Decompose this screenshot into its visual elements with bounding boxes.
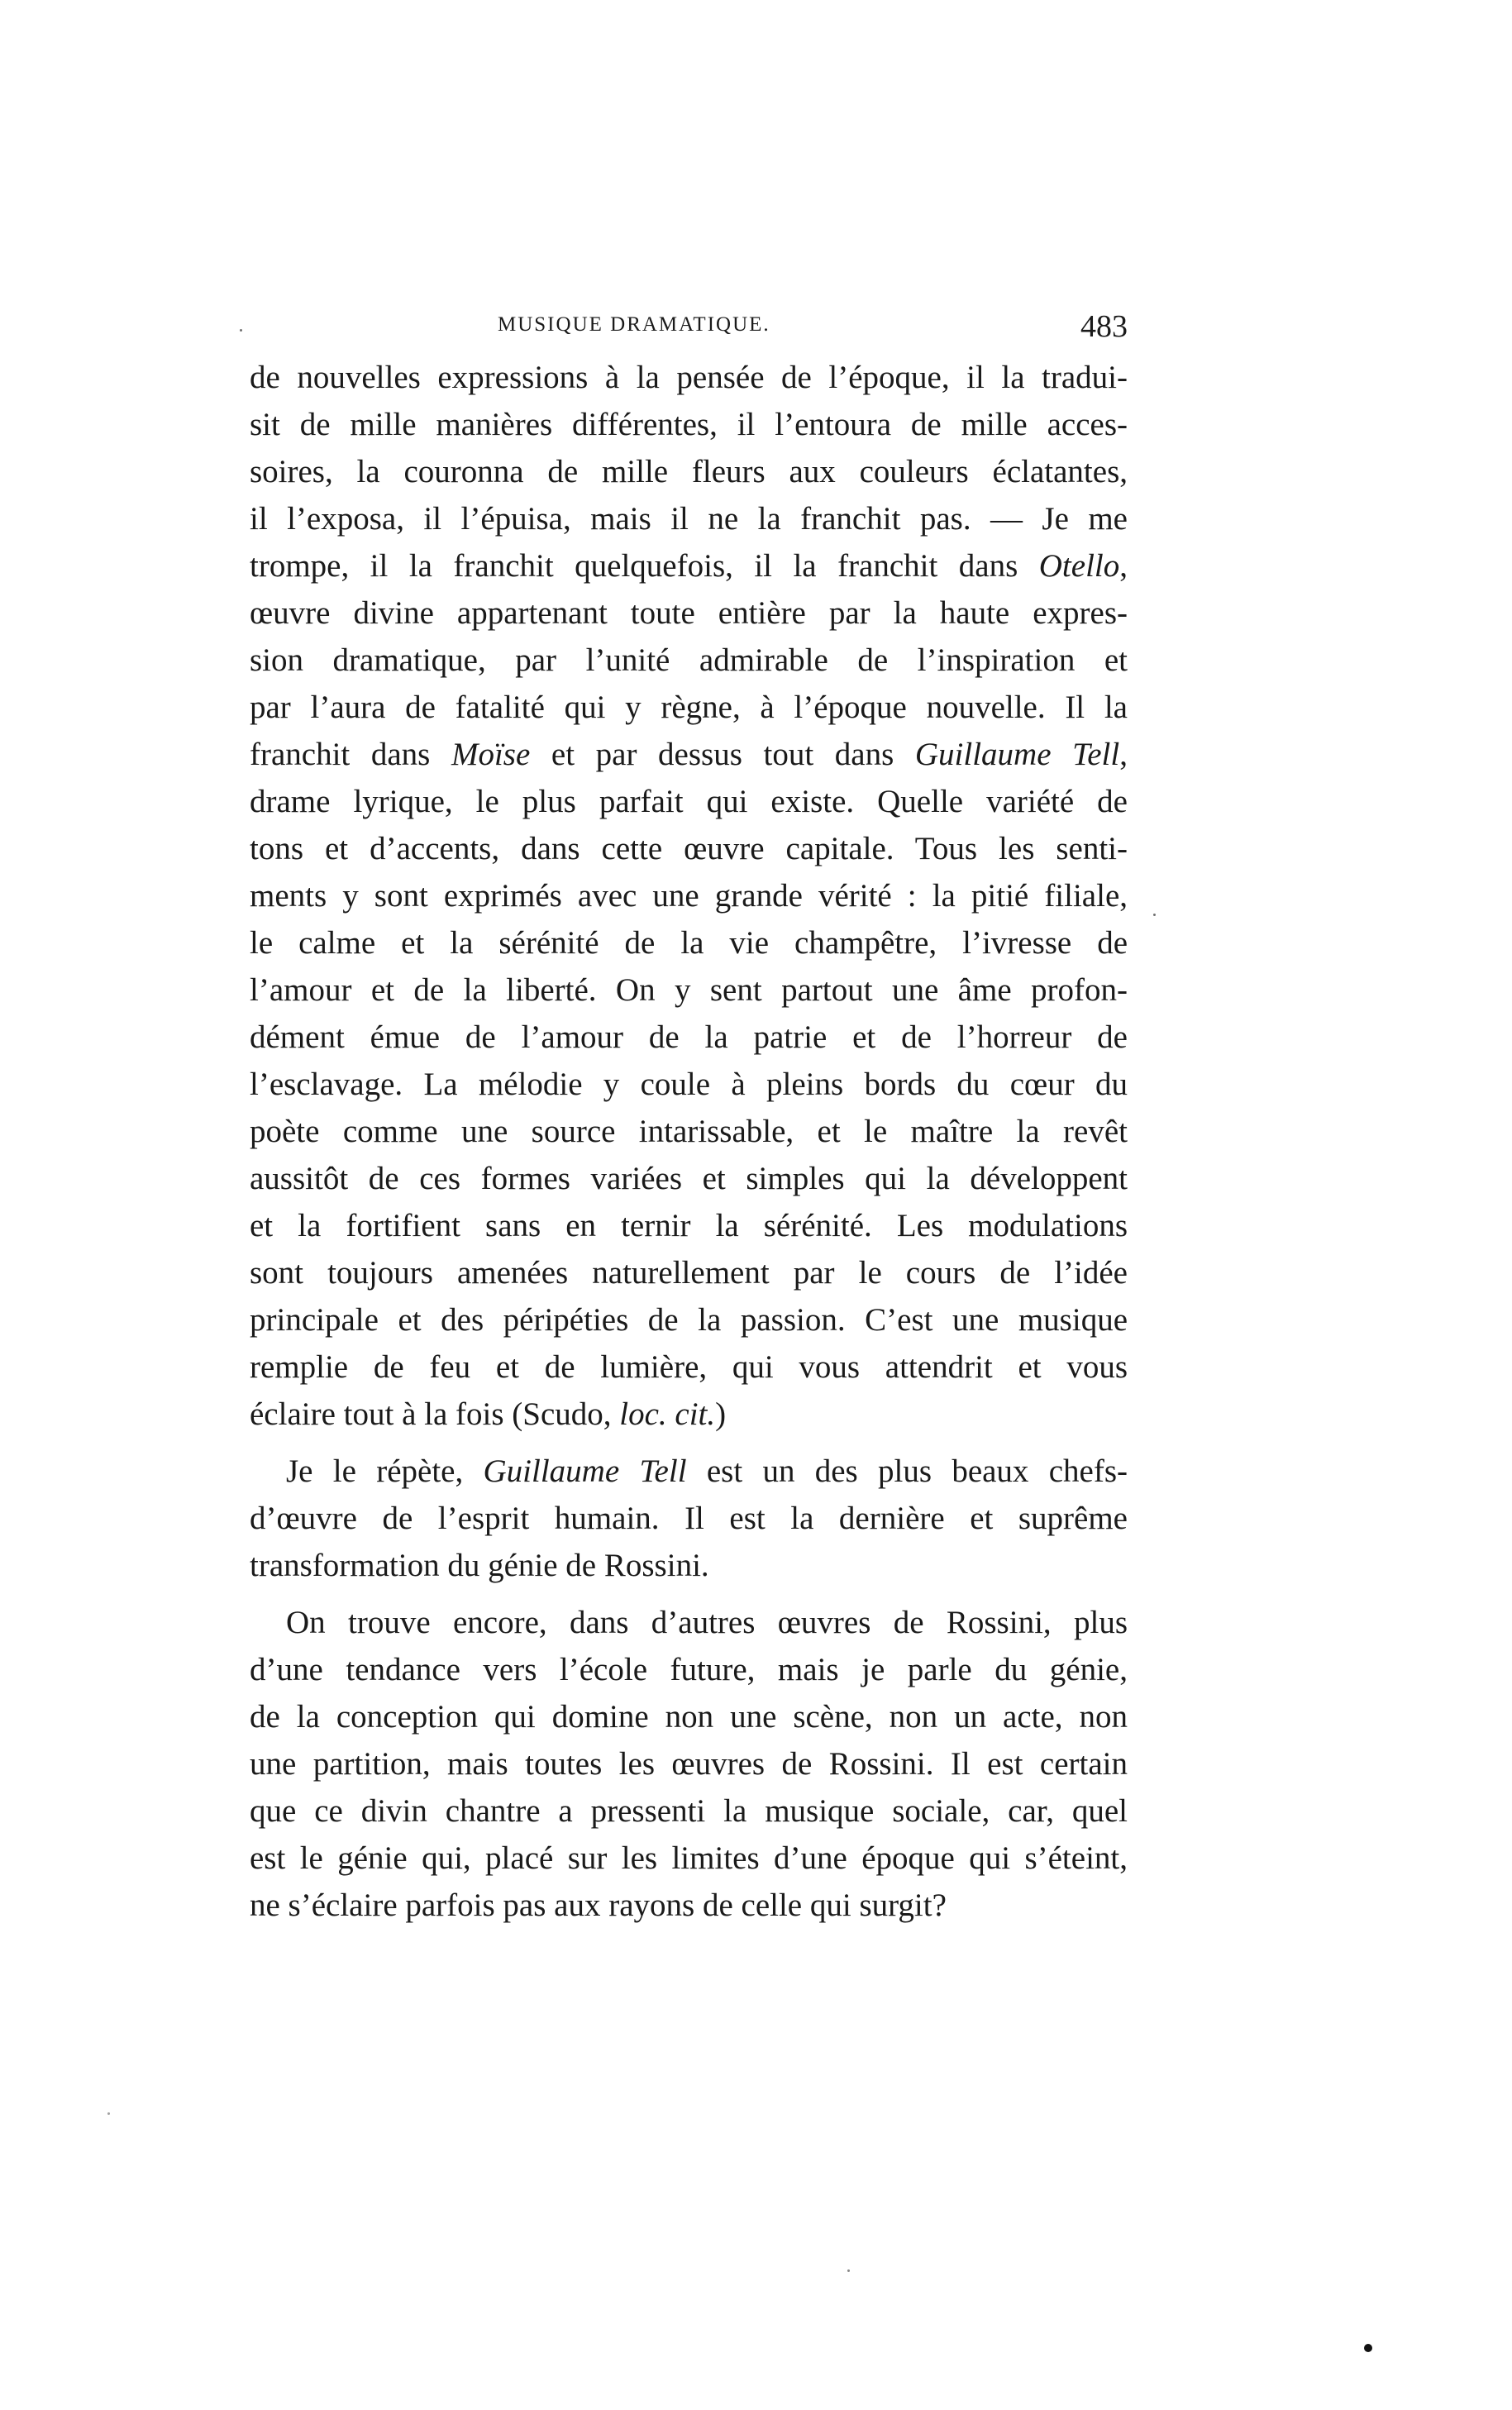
text-run: d’une tendance vers l’école future, mais je parle du génie, — [250, 1652, 1128, 1687]
text-run: sit de mille manières différentes, il l’entoura de mille acces- — [250, 407, 1128, 442]
text-run: ) — [715, 1396, 727, 1432]
print-speck — [847, 2269, 850, 2272]
text-run: drame lyrique, le plus parfait qui existe. Quelle variété de — [250, 784, 1128, 819]
page-number: 483 — [1080, 309, 1128, 344]
text-run: par l’aura de fatalité qui y règne, à l’époque nouvelle. Il la — [250, 690, 1128, 725]
text-run: transformation du génie de Rossini. — [250, 1548, 709, 1583]
italic-title: Moïse — [451, 737, 531, 772]
text-run: et la fortifient sans en ternir la sérénité. Les modulations — [250, 1208, 1128, 1243]
body-text — [250, 354, 1128, 1929]
text-line — [250, 1014, 1128, 1061]
text-line — [250, 1108, 1128, 1155]
text-run: éclaire tout à la fois (Scudo, — [250, 1396, 620, 1432]
paragraph-gap — [250, 1589, 1128, 1599]
text-run: le calme et la sérénité de la vie champêtre, l’ivresse de — [250, 925, 1128, 961]
text-line — [250, 1740, 1128, 1787]
italic-title: loc. cit. — [619, 1396, 716, 1432]
text-run: , — [1119, 548, 1128, 584]
text-run: Je le répète, — [286, 1453, 484, 1489]
text-run: dément émue de l’amour de la patrie et de l’horreur de — [250, 1019, 1128, 1055]
text-line — [250, 872, 1128, 919]
running-header — [250, 302, 1128, 351]
text-line — [250, 1495, 1128, 1542]
text-run: ments y sont exprimés avec une grande vérité : la pitié filiale, — [250, 878, 1128, 914]
print-speck — [107, 2112, 110, 2115]
text-line — [250, 1061, 1128, 1108]
text-run: franchit dans — [250, 737, 451, 772]
text-run: une partition, mais toutes les œuvres de Rossini. Il est certain — [250, 1746, 1128, 1782]
italic-title: Guillaume Tell — [914, 737, 1120, 772]
text-run: trompe, il la franchit quelquefois, il la franchit dans — [250, 548, 1039, 584]
text-run: aussitôt de ces formes variées et simples qui la développent — [250, 1161, 1128, 1196]
text-line — [250, 1155, 1128, 1202]
text-run: poète comme une source intarissable, et le maître la revêt — [250, 1114, 1128, 1149]
text-run: est le génie qui, placé sur les limites d’une époque qui s’éteint, — [250, 1840, 1128, 1876]
text-run: l’esclavage. La mélodie y coule à pleins bords du cœur du — [250, 1067, 1128, 1102]
paragraph — [250, 354, 1128, 1438]
print-speck — [1153, 914, 1156, 916]
text-line — [250, 448, 1128, 495]
paragraph — [250, 1599, 1128, 1929]
paragraph — [250, 1448, 1128, 1589]
text-line — [250, 919, 1128, 966]
running-title: MUSIQUE DRAMATIQUE. — [498, 313, 770, 336]
paragraph-gap — [250, 1438, 1128, 1448]
text-run: il l’exposa, il l’épuisa, mais il ne la franchit pas. — Je me — [250, 501, 1128, 537]
text-line — [250, 1693, 1128, 1740]
text-line — [250, 542, 1128, 589]
italic-title: Guillaume Tell — [483, 1453, 687, 1489]
text-line — [250, 495, 1128, 542]
text-line — [250, 1835, 1128, 1882]
text-line — [250, 1296, 1128, 1343]
text-run: remplie de feu et de lumière, qui vous attendrit et vous — [250, 1349, 1128, 1385]
text-line — [250, 1249, 1128, 1296]
text-run: sont toujours amenées naturellement par le cours de l’idée — [250, 1255, 1128, 1291]
text-line — [250, 1646, 1128, 1693]
text-run: soires, la couronna de mille fleurs aux couleurs éclatantes, — [250, 454, 1128, 489]
text-line — [250, 684, 1128, 731]
text-line — [250, 778, 1128, 825]
text-line — [250, 1202, 1128, 1249]
text-run: ne s’éclaire parfois pas aux rayons de celle qui surgit? — [250, 1887, 947, 1923]
text-run: d’œuvre de l’esprit humain. Il est la dernière et suprême — [250, 1501, 1128, 1536]
text-run: œuvre divine appartenant toute entière par la haute expres- — [250, 595, 1128, 631]
text-line — [250, 1391, 1128, 1438]
text-line — [250, 1542, 1128, 1589]
text-run: que ce divin chantre a pressenti la musique sociale, car, quel — [250, 1793, 1128, 1829]
text-run: de la conception qui domine non une scène, non un acte, non — [250, 1699, 1128, 1735]
text-run: l’amour et de la liberté. On y sent partout une âme profon- — [250, 972, 1128, 1008]
text-line — [250, 401, 1128, 448]
text-run: de nouvelles expressions à la pensée de l’époque, il la tradui- — [250, 360, 1128, 395]
text-line — [250, 589, 1128, 637]
text-line — [250, 1448, 1128, 1495]
text-line — [250, 825, 1128, 872]
print-speck — [1364, 2344, 1372, 2352]
text-line — [250, 1787, 1128, 1835]
text-line — [250, 1343, 1128, 1391]
text-run: , — [1119, 737, 1128, 772]
text-line — [250, 354, 1128, 401]
text-line — [250, 1882, 1128, 1929]
print-speck — [240, 329, 242, 332]
text-run: sion dramatique, par l’unité admirable de l’inspiration et — [250, 642, 1128, 678]
text-run: est un des plus beaux chefs- — [686, 1453, 1128, 1489]
text-line — [250, 1599, 1128, 1646]
text-run: tons et d’accents, dans cette œuvre capitale. Tous les senti- — [250, 831, 1128, 866]
italic-title: Otello — [1038, 548, 1120, 584]
text-line — [250, 966, 1128, 1014]
text-run: et par dessus tout dans — [530, 737, 915, 772]
text-run: principale et des péripéties de la passion. C’est une musique — [250, 1302, 1128, 1338]
text-run: On trouve encore, dans d’autres œuvres de Rossini, plus — [286, 1605, 1128, 1640]
text-line — [250, 637, 1128, 684]
text-line — [250, 731, 1128, 778]
